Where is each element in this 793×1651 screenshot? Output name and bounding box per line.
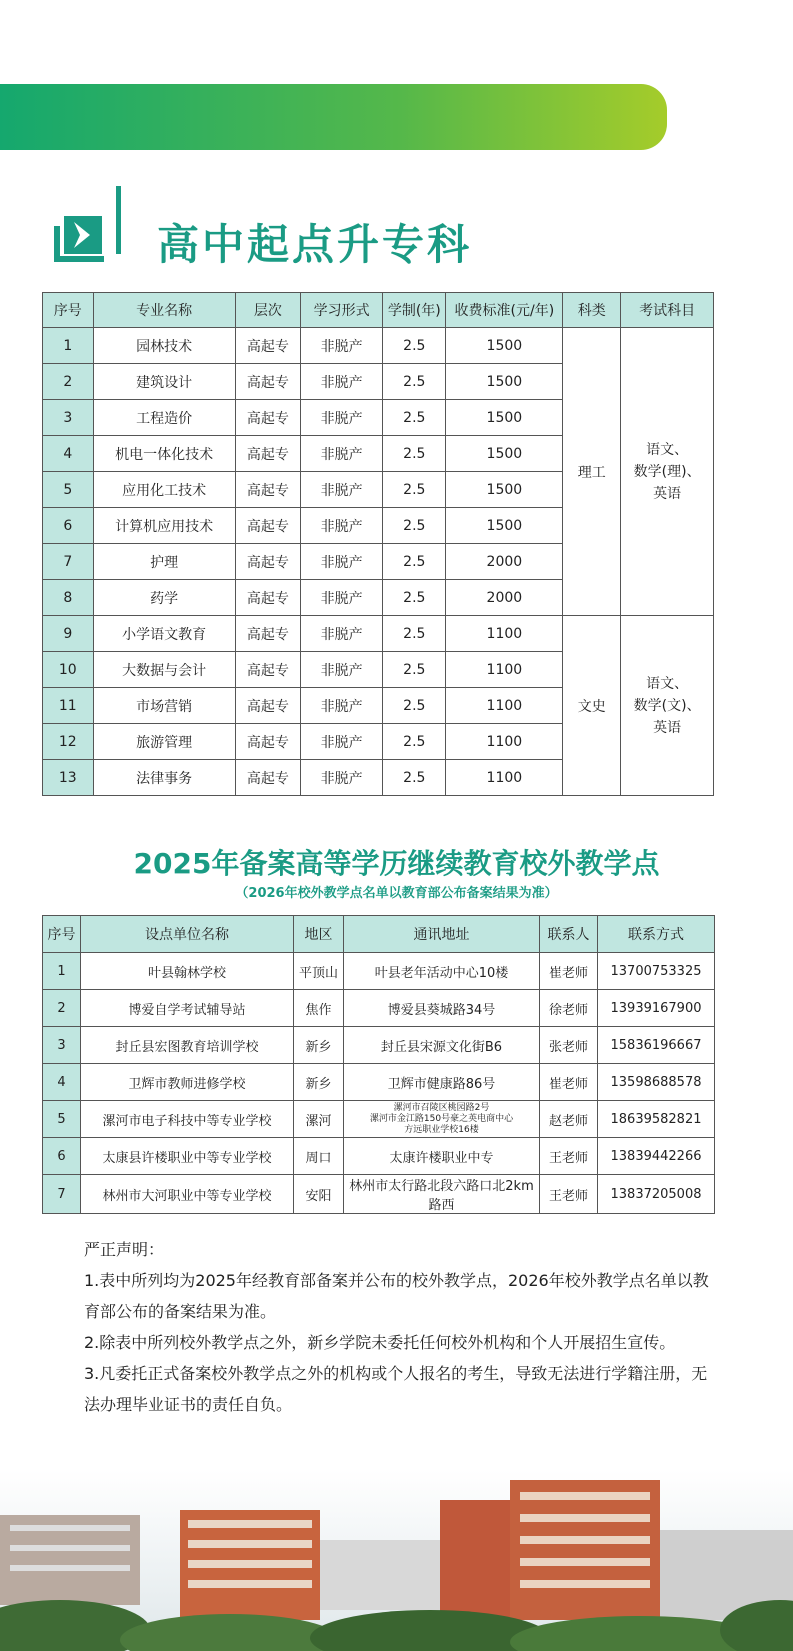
row-major: 法律事务 [93,760,235,796]
section2-subtitle: （2026年校外教学点名单以教育部公布备案结果为准） [235,886,558,901]
row-address: 太康许楼职业中专 [344,1138,540,1175]
address-line: 漯河市金江路150号豪之英电商中心 [369,1113,514,1124]
notice-item: 1.表中所列均为2025年经教育部备案并公布的校外教学点，2026年校外教学点名单以教育部公布的备案结果为准。 [84,1271,709,1321]
row-level: 高起专 [235,472,300,508]
row-level: 高起专 [235,508,300,544]
row-major: 园林技术 [93,328,235,364]
table-row [43,616,714,652]
row-no: 5 [43,1101,81,1138]
row-years: 2.5 [383,688,446,724]
row-no: 10 [43,652,94,688]
row-contact: 徐老师 [540,990,598,1027]
row-no: 5 [43,472,94,508]
section-logo-icon [54,186,124,272]
section2-title: 2025年备案高等学历继续教育校外教学点 [133,847,660,880]
row-region: 周口 [294,1138,344,1175]
row-no: 3 [43,1027,81,1064]
row-contact: 张老师 [540,1027,598,1064]
row-no: 2 [43,364,94,400]
row-level: 高起专 [235,616,300,652]
row-form: 非脱产 [301,472,383,508]
row-major: 大数据与会计 [93,652,235,688]
row-form: 非脱产 [301,580,383,616]
row-major: 机电一体化技术 [93,436,235,472]
subject-line: 语文、 [646,675,689,692]
table-row [43,990,715,1027]
row-level: 高起专 [235,400,300,436]
row-level: 高起专 [235,580,300,616]
header-no: 序号 [43,916,81,953]
row-phone: 13598688578 [598,1064,715,1101]
subject-line: 英语 [653,719,682,736]
header-no: 序号 [43,293,94,328]
row-fee: 1500 [446,472,563,508]
header-subjects: 考试科目 [621,293,714,328]
row-region: 平顶山 [294,953,344,990]
notice-item: 3.凡委托正式备案校外教学点之外的机构或个人报名的考生，导致无法进行学籍注册，无法办理毕业证书的责任自负。 [84,1364,708,1414]
header-form: 学习形式 [301,293,383,328]
row-no: 3 [43,400,94,436]
subject-line: 数学(文)、 [633,697,701,714]
header-unit: 设点单位名称 [81,916,294,953]
row-level: 高起专 [235,544,300,580]
row-unit: 叶县翰林学校 [81,953,294,990]
row-major: 市场营销 [93,688,235,724]
row-major: 小学语文教育 [93,616,235,652]
row-address: 卫辉市健康路86号 [344,1064,540,1101]
row-subjects [621,616,714,796]
row-years: 2.5 [383,328,446,364]
header-category: 科类 [563,293,621,328]
row-form: 非脱产 [301,724,383,760]
row-no: 11 [43,688,94,724]
teaching-site-table [42,915,715,1214]
row-unit: 漯河市电子科技中等专业学校 [81,1101,294,1138]
row-major: 药学 [93,580,235,616]
row-no: 13 [43,760,94,796]
row-level: 高起专 [235,688,300,724]
notice-heading: 严正声明： [84,1240,165,1259]
row-major: 建筑设计 [93,364,235,400]
row-fee: 1100 [446,760,563,796]
row-unit: 博爱自学考试辅导站 [81,990,294,1027]
row-phone: 13839442266 [598,1138,715,1175]
table-row [43,1027,715,1064]
row-unit: 林州市大河职业中等专业学校 [81,1175,294,1214]
row-form: 非脱产 [301,688,383,724]
row-region: 焦作 [294,990,344,1027]
row-no: 6 [43,508,94,544]
row-unit: 太康县许楼职业中等专业学校 [81,1138,294,1175]
notice [84,1234,714,1420]
row-contact: 赵老师 [540,1101,598,1138]
row-region: 漯河 [294,1101,344,1138]
row-region: 新乡 [294,1064,344,1101]
header-address: 通讯地址 [344,916,540,953]
row-phone: 13939167900 [598,990,715,1027]
table-row [43,1101,715,1138]
row-form: 非脱产 [301,652,383,688]
row-no: 6 [43,1138,81,1175]
row-contact: 王老师 [540,1138,598,1175]
row-unit: 卫辉市教师进修学校 [81,1064,294,1101]
row-level: 高起专 [235,436,300,472]
row-address: 博爱县葵城路34号 [344,990,540,1027]
row-fee: 1500 [446,364,563,400]
row-level: 高起专 [235,652,300,688]
row-fee: 1500 [446,328,563,364]
site-table-header [43,916,715,953]
row-contact: 崔老师 [540,953,598,990]
row-category: 文史 [563,616,621,796]
row-contact: 崔老师 [540,1064,598,1101]
row-no: 2 [43,990,81,1027]
row-phone: 18639582821 [598,1101,715,1138]
row-region: 新乡 [294,1027,344,1064]
row-phone: 13700753325 [598,953,715,990]
row-form: 非脱产 [301,328,383,364]
address-line: 漯河市召陵区桃园路2号 [393,1102,490,1113]
row-years: 2.5 [383,760,446,796]
row-form: 非脱产 [301,616,383,652]
row-no: 4 [43,436,94,472]
row-address [344,1101,540,1138]
row-major: 旅游管理 [93,724,235,760]
row-form: 非脱产 [301,400,383,436]
program-table-header [43,293,714,328]
campus-photo [0,1470,793,1651]
subject-line: 语文、 [646,441,689,458]
row-category: 理工 [563,328,621,616]
row-unit: 封丘县宏图教育培训学校 [81,1027,294,1064]
row-years: 2.5 [383,364,446,400]
row-region: 安阳 [294,1175,344,1214]
row-fee: 1500 [446,400,563,436]
row-years: 2.5 [383,652,446,688]
row-years: 2.5 [383,580,446,616]
program-table [42,292,714,796]
row-major: 工程造价 [93,400,235,436]
notice-item: 2.除表中所列校外教学点之外，新乡学院未委托任何校外机构和个人开展招生宣传。 [84,1333,676,1352]
row-address: 封丘县宋源文化街B6 [344,1027,540,1064]
table-row [43,1175,715,1214]
header-years: 学制(年) [383,293,446,328]
row-level: 高起专 [235,364,300,400]
row-fee: 2000 [446,544,563,580]
row-address: 林州市太行路北段六路口北2km路西 [344,1175,540,1214]
table-row [43,328,714,364]
row-no: 12 [43,724,94,760]
row-fee: 1500 [446,436,563,472]
row-years: 2.5 [383,544,446,580]
table-row [43,1138,715,1175]
row-no: 1 [43,953,81,990]
row-phone: 15836196667 [598,1027,715,1064]
header-level: 层次 [235,293,300,328]
row-years: 2.5 [383,400,446,436]
table-row [43,953,715,990]
row-fee: 2000 [446,580,563,616]
row-address: 叶县老年活动中心10楼 [344,953,540,990]
green-banner [0,84,667,150]
address-line: 方远职业学校16楼 [404,1124,479,1135]
header-contact: 联系人 [540,916,598,953]
row-major: 计算机应用技术 [93,508,235,544]
row-no: 8 [43,580,94,616]
row-fee: 1100 [446,616,563,652]
header-major: 专业名称 [93,293,235,328]
row-years: 2.5 [383,436,446,472]
row-fee: 1500 [446,508,563,544]
row-no: 7 [43,1175,81,1214]
row-major: 护理 [93,544,235,580]
row-contact: 王老师 [540,1175,598,1214]
row-years: 2.5 [383,616,446,652]
row-level: 高起专 [235,328,300,364]
row-no: 7 [43,544,94,580]
subject-line: 数学(理)、 [633,463,701,480]
row-years: 2.5 [383,724,446,760]
row-level: 高起专 [235,760,300,796]
row-no: 4 [43,1064,81,1101]
section1-title: 高中起点升专科 [157,220,473,269]
row-form: 非脱产 [301,364,383,400]
row-major: 应用化工技术 [93,472,235,508]
subject-line: 英语 [653,485,682,502]
row-phone: 13837205008 [598,1175,715,1214]
row-years: 2.5 [383,472,446,508]
header-fee: 收费标准(元/年) [446,293,563,328]
row-form: 非脱产 [301,760,383,796]
row-form: 非脱产 [301,436,383,472]
row-form: 非脱产 [301,544,383,580]
row-form: 非脱产 [301,508,383,544]
row-no: 1 [43,328,94,364]
header-region: 地区 [294,916,344,953]
header-phone: 联系方式 [598,916,715,953]
row-fee: 1100 [446,724,563,760]
row-subjects [621,328,714,616]
table-row [43,1064,715,1101]
row-years: 2.5 [383,508,446,544]
row-level: 高起专 [235,724,300,760]
row-fee: 1100 [446,652,563,688]
row-fee: 1100 [446,688,563,724]
row-no: 9 [43,616,94,652]
